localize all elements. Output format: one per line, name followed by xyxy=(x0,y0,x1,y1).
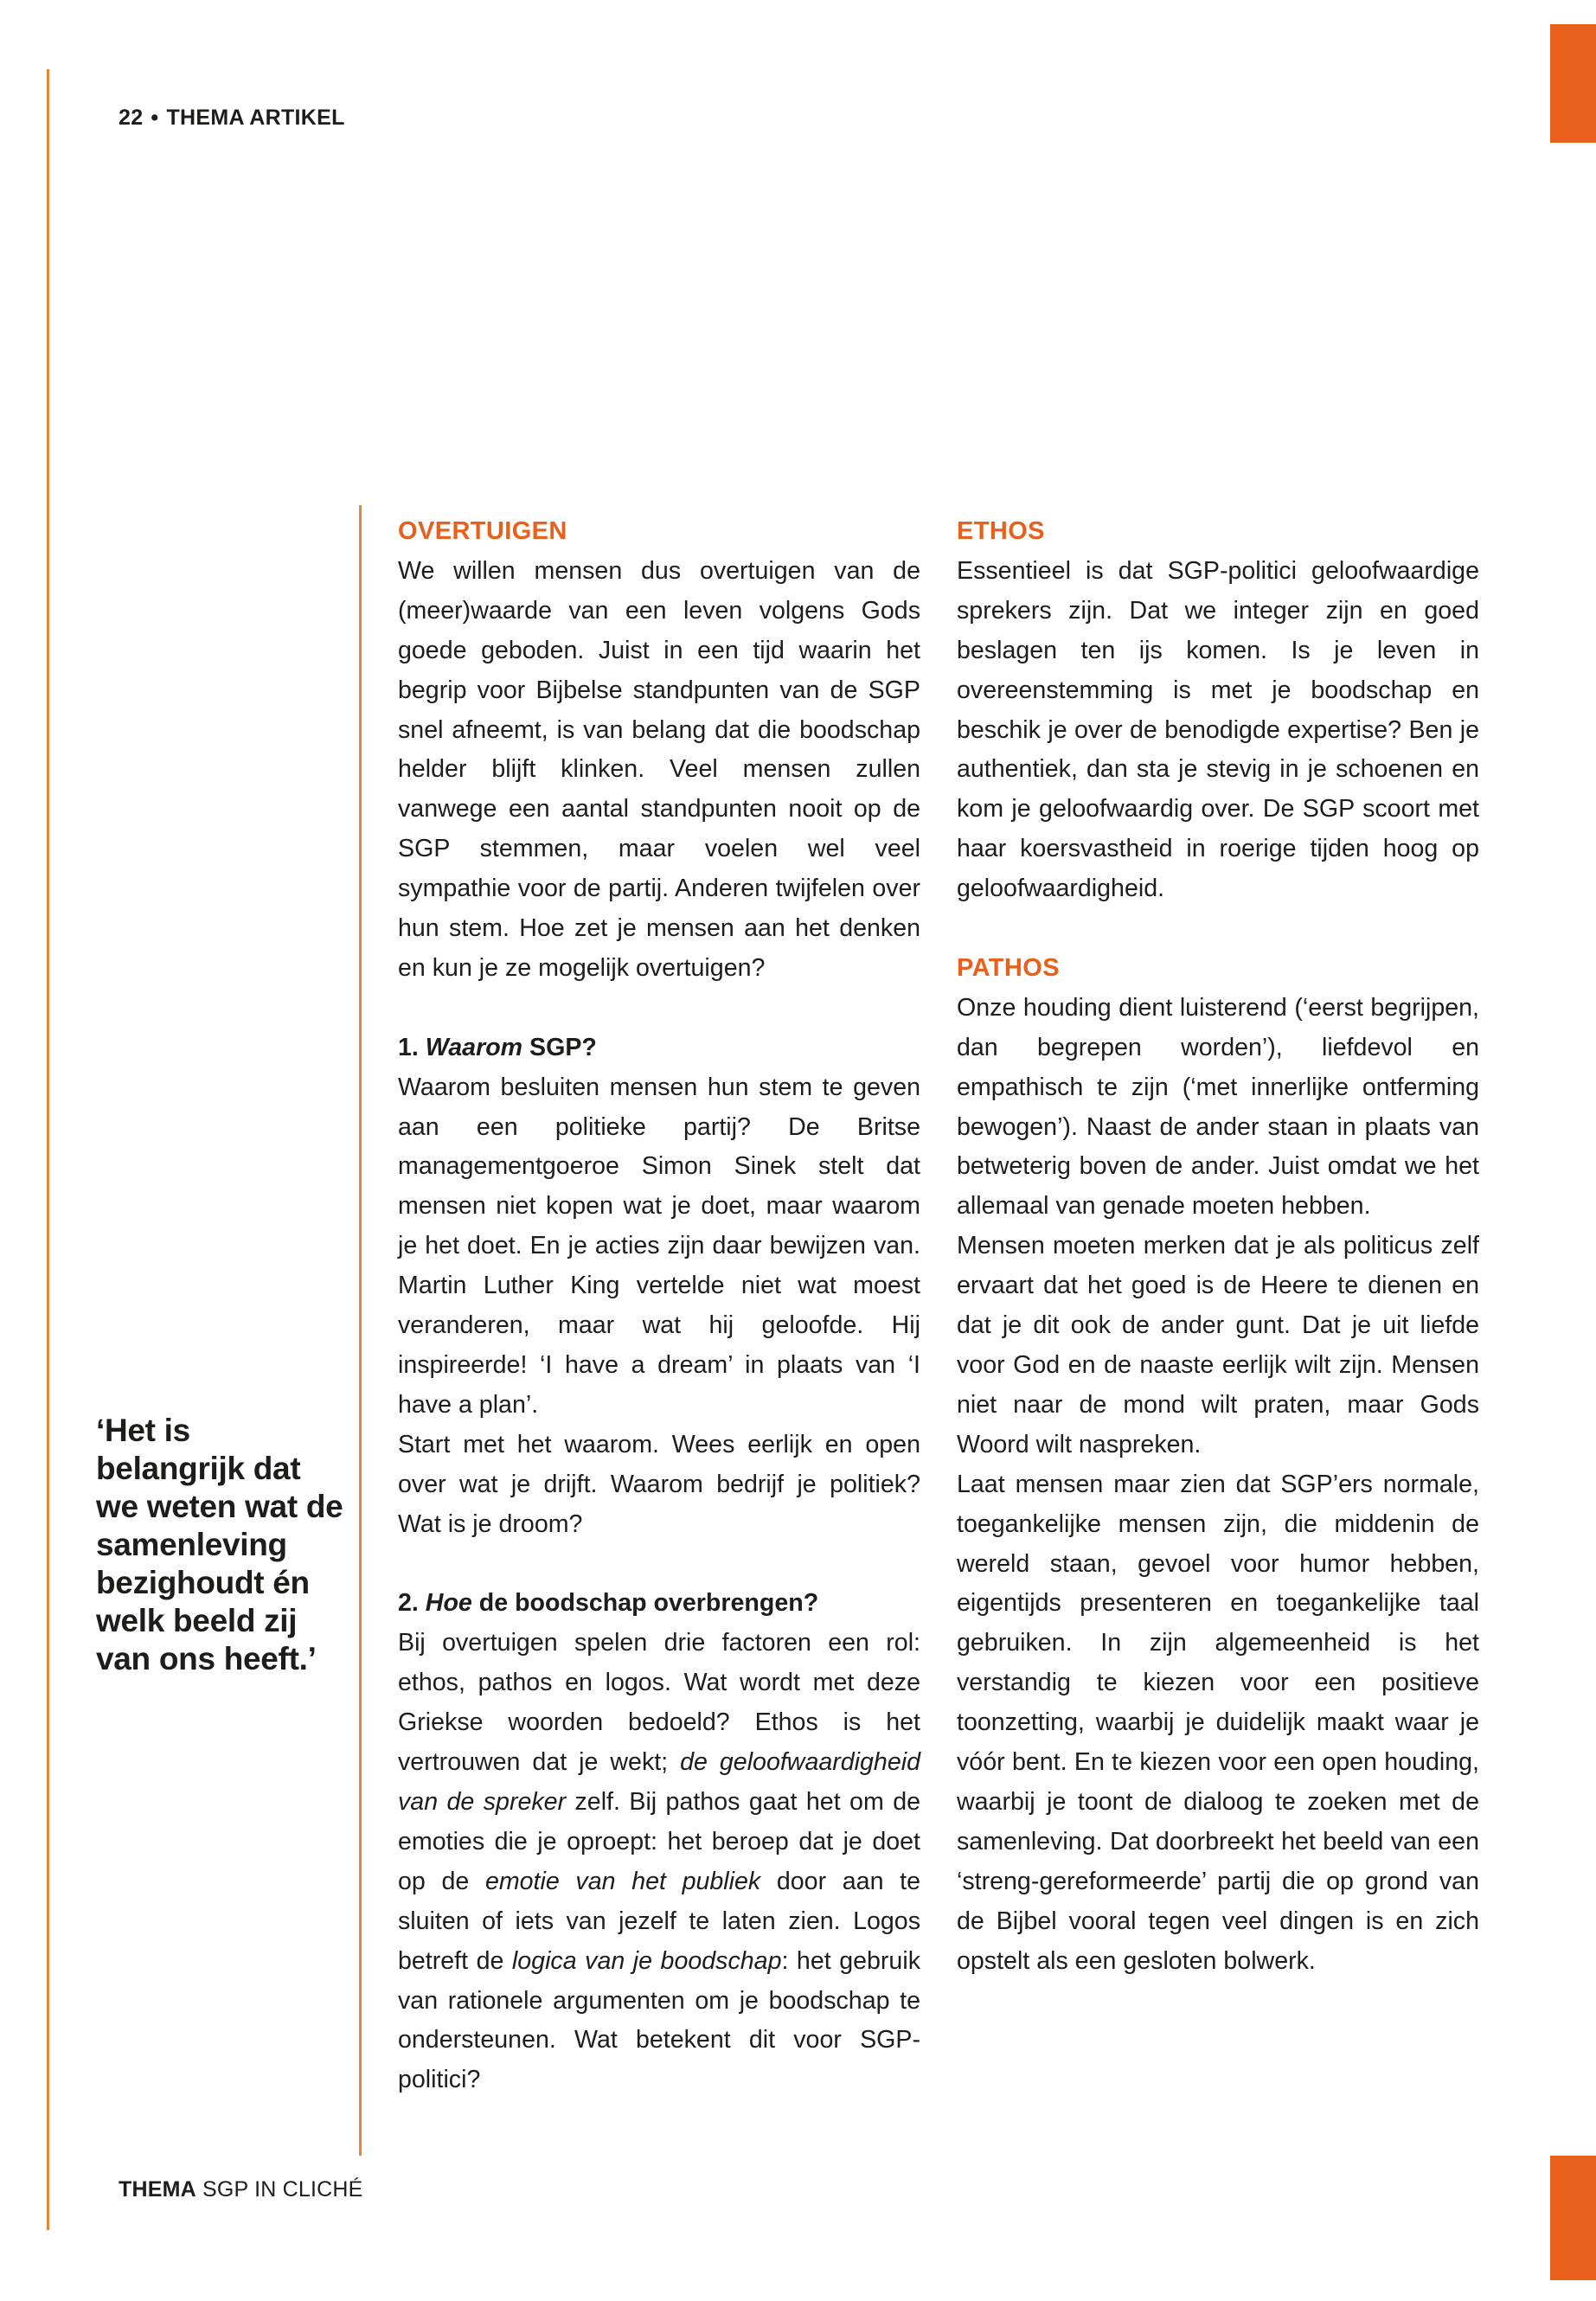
heading-pathos: PATHOS xyxy=(957,953,1060,982)
orange-page-tab-bottom xyxy=(1550,2156,1596,2280)
subheading-hoe: 2. Hoe de boodschap overbrengen? xyxy=(398,1589,819,1618)
paragraph-hoe: Bij overtuigen spelen drie factoren een rol: ethos, pathos en logos. Wat wordt met deze Griekse woorden bedoeld? Ethos is het vertrouwen dat je wekt; de geloofwaardigheid van de spreker zelf. Bij pathos gaat het om de emoties die je oproept: het beroep dat je doet op de emotie van het publiek door aan te sluiten of iets van jezelf te laten zien. Logos betreft de logica van je boodschap: het gebruik van rationele argumenten om je boodschap te ondersteunen. Wat betekent dit voor SGP-politici? xyxy=(398,1629,921,2094)
article-column-left xyxy=(398,512,920,2100)
column-divider-rule xyxy=(359,505,362,2156)
paragraph-waarom-2: Start met het waarom. Wees eerlijk en open over wat je drijft. Waarom bedrijf je politiek? Wat is je droom? xyxy=(398,1430,920,1538)
subheading-waarom: 1. Waarom SGP? xyxy=(398,1033,597,1061)
paragraph-ethos: Essentieel is dat SGP-politici geloofwaardige sprekers zijn. Dat we integer zijn en goed beslagen ten ijs komen. Is je leven in overeenstemming is met je boodschap en beschik je over de benodigde expertise? Ben je authentiek, dan sta je stevig in je schoenen en kom je geloofwaardig over. De SGP scoort met haar koersvastheid in roerige tijden hoog op geloofwaardigheid. xyxy=(957,556,1479,903)
paragraph-pathos-1: Onze houding dient luisterend (‘eerst begrijpen, dan begrepen worden’), liefdevol en empathisch te zijn (‘met innerlijke ontferming bewogen’). Naast de ander staan in plaats van betweterig boven de ander. Juist omdat we het allemaal van genade moeten hebben. xyxy=(957,993,1479,1221)
paragraph-pathos-2: Mensen moeten merken dat je als politicus zelf ervaart dat het goed is de Heere te dienen en dat je dit ook de ander gunt. Dat je uit liefde voor God en de naaste eerlijk wilt zijn. Mensen niet naar de mond wilt praten, maar Gods Woord wilt naspreken. xyxy=(957,1232,1479,1458)
paragraph-intro: We willen mensen dus overtuigen van de (meer)waarde van een leven volgens Gods goede geboden. Juist in een tijd waarin het begrip voor Bijbelse standpunten van de SGP snel afneemt, is van belang dat die boodschap helder blijft klinken. Veel mensen zullen vanwege een aantal standpunten nooit op de SGP stemmen, maar voelen wel veel sympathie voor de partij. Anderen twijfelen over hun stem. Hoe zet je mensen aan het denken en kun je ze mogelijk overtuigen? xyxy=(398,556,920,982)
footer-bold: THEMA xyxy=(119,2177,196,2202)
pull-quote: ‘Het is belangrijk dat we weten wat de samenleving bezighoudt én welk beeld zij van ons heeft.’ xyxy=(96,1413,343,1676)
paragraph-waarom-1: Waarom besluiten mensen hun stem te geven aan een politieke partij? De Britse managementgoeroe Simon Sinek stelt dat mensen niet kopen wat je doet, maar waarom je het doet. En je acties zijn daar bewijzen van. Martin Luther King vertelde niet wat moest veranderen, maar wat hij geloofde. Hij inspireerde! ‘I have a dream’ in plaats van ‘I have a plan’. xyxy=(398,1073,920,1419)
running-header xyxy=(119,106,345,131)
article-column-right xyxy=(957,512,1479,1982)
heading-overtuigen: OVERTUIGEN xyxy=(398,517,567,545)
header-separator: • xyxy=(151,106,159,130)
running-footer xyxy=(119,2177,363,2202)
paragraph-pathos-3: Laat mensen maar zien dat SGP’ers normale, toegankelijke mensen zijn, die middenin de wereld staan, gevoel voor humor hebben, eigentijds presenteren en toegankelijke taal gebruiken. In zijn algemeenheid is het verstandig te kiezen voor een positieve toonzetting, waarbij je duidelijk maakt waar je vóór bent. En te kiezen voor een open houding, waarbij je toont de dialoog te zoeken met de samenleving. Dat doorbreekt het beeld van een ‘streng-gereformeerde’ partij die op grond van de Bijbel vooral tegen veel dingen is en zich opstelt als een gesloten bolwerk. xyxy=(957,1470,1479,1975)
footer-title: SGP IN CLICHÉ xyxy=(195,2177,363,2202)
left-margin-rule xyxy=(47,69,49,2230)
heading-ethos: ETHOS xyxy=(957,517,1045,545)
orange-page-tab-top xyxy=(1550,24,1596,143)
page-number: 22 xyxy=(119,106,144,130)
section-label: THEMA ARTIKEL xyxy=(166,106,345,130)
